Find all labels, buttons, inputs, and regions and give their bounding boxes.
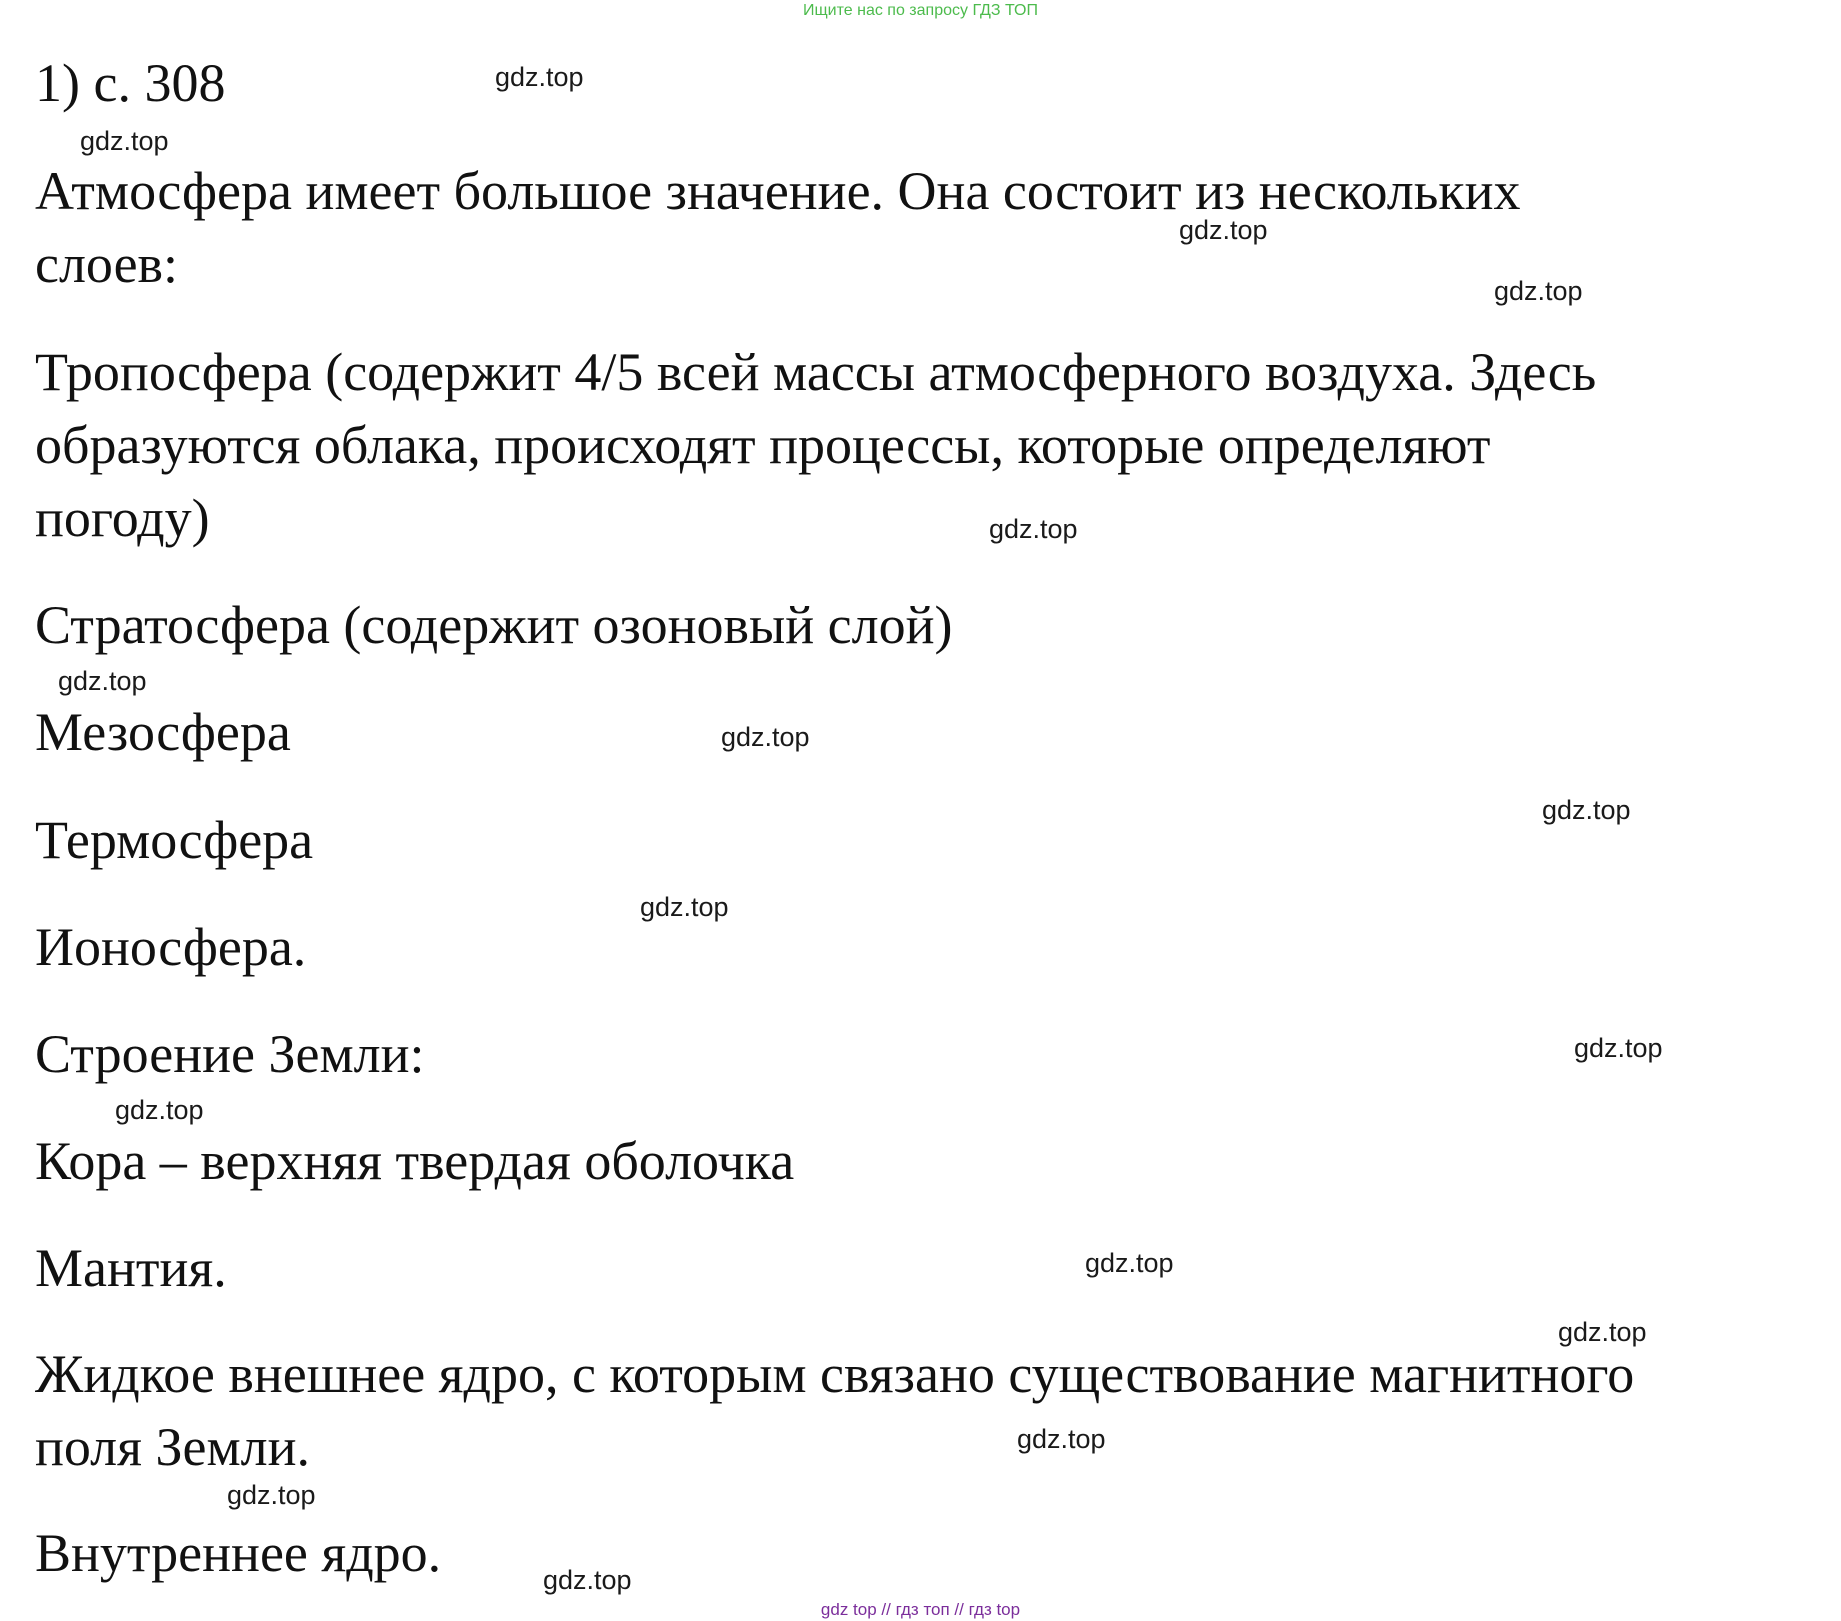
- text-line: Ионосфера.: [35, 917, 307, 977]
- watermark: gdz.top: [1558, 1317, 1647, 1347]
- bottom-banner: gdz top // гдз топ // гдз top: [820, 1600, 1021, 1619]
- watermark: gdz.top: [227, 1480, 316, 1510]
- watermark: gdz.top: [80, 126, 169, 156]
- watermark: gdz.top: [721, 722, 810, 752]
- text-line: Внутреннее ядро.: [35, 1523, 442, 1583]
- text-line: Мантия.: [35, 1238, 227, 1298]
- text-line: образуются облака, происходят процессы, которые определяют: [35, 415, 1491, 475]
- watermark: gdz.top: [58, 666, 147, 696]
- text-line: Кора – верхняя твердая оболочка: [35, 1131, 795, 1191]
- watermark: gdz.top: [1179, 215, 1268, 245]
- watermark: gdz.top: [640, 892, 729, 922]
- text-line: поля Земли.: [35, 1417, 311, 1477]
- top-banner: Ищите нас по запросу ГДЗ ТОП: [803, 2, 1038, 19]
- text-line: Жидкое внешнее ядро, с которым связано существование магнитного: [35, 1344, 1635, 1404]
- watermark: gdz.top: [989, 514, 1078, 544]
- text-line: погоду): [35, 488, 210, 548]
- watermark: gdz.top: [1574, 1033, 1663, 1063]
- watermark: gdz.top: [1542, 795, 1631, 825]
- text-line: Термосфера: [35, 810, 314, 870]
- watermark: gdz.top: [1494, 276, 1583, 306]
- text-line: слоев:: [35, 234, 179, 294]
- watermark: gdz.top: [115, 1095, 204, 1125]
- section-heading: 1) с. 308: [35, 53, 226, 113]
- watermark: gdz.top: [543, 1565, 632, 1595]
- text-line: Мезосфера: [35, 702, 291, 762]
- text-line: Строение Земли:: [35, 1024, 425, 1084]
- text-line: Тропосфера (содержит 4/5 всей массы атмосферного воздуха. Здесь: [35, 342, 1597, 402]
- text-line: Атмосфера имеет большое значение. Она состоит из нескольких: [35, 161, 1521, 221]
- watermark: gdz.top: [1017, 1424, 1106, 1454]
- watermark: gdz.top: [495, 62, 584, 92]
- text-line: Стратосфера (содержит озоновый слой): [35, 595, 953, 655]
- watermark: gdz.top: [1085, 1248, 1174, 1278]
